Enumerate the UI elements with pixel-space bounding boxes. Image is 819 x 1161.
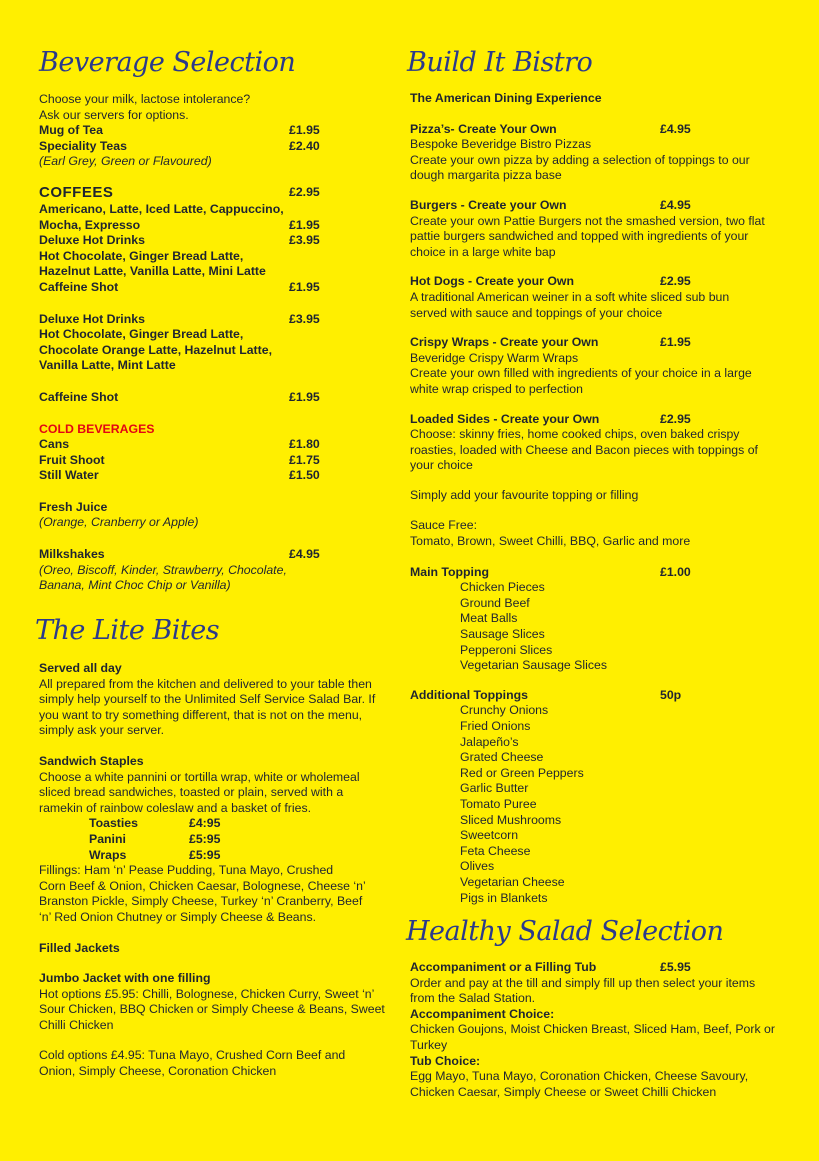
- coffees-line-2: [39, 218, 384, 234]
- sandwich-item-wraps: [39, 848, 384, 864]
- menu-item-fresh-juice: Fresh Juice: [39, 499, 108, 514]
- sandwich-item-toasties: [39, 816, 384, 832]
- item-desc: Bespoke Beveridge Bistro Pizzas: [410, 137, 592, 152]
- item-desc: served with sauce and toppings of your choice: [410, 305, 663, 320]
- hot-options-line: Hot options £5.95: Chilli, Bolognese, Chicken Curry, Sweet ‘n’: [39, 986, 375, 1001]
- item-price: £2.95: [660, 274, 691, 289]
- topping-item: Meat Balls: [460, 611, 518, 626]
- item-label: Deluxe Hot Drinks: [39, 311, 145, 326]
- topping-item: Sliced Mushrooms: [460, 812, 562, 827]
- deluxe-1-line-1: Hot Chocolate, Ginger Bread Latte,: [39, 248, 244, 263]
- tub-choice-line: Chicken Caesar, Simply Cheese or Sweet Chilli Chicken: [410, 1084, 717, 1099]
- cold-options-line: Cold options £4.95: Tuna Mayo, Crushed Corn Beef and: [39, 1048, 346, 1063]
- item-price: £1.75: [289, 452, 320, 467]
- beverage-section: [39, 92, 384, 594]
- item-price: £4.95: [660, 121, 691, 136]
- item-label: Deluxe Hot Drinks: [39, 233, 145, 248]
- menu-item-caffeine-2: [39, 390, 384, 406]
- topping-item: Pepperoni Slices: [460, 642, 553, 657]
- item-price: £1.95: [660, 335, 691, 350]
- sandwich-text: Choose a white pannini or tortilla wrap, white or wholemeal sliced bread sandwiches, toasted or plain, served with a ramekin of rainbow coleslaw and a basket of fries.: [39, 769, 360, 815]
- item-desc: Create your own pizza by adding a selection of toppings to our: [410, 152, 750, 167]
- topping-item: Red or Green Peppers: [460, 765, 584, 780]
- item-price: £4.95: [289, 547, 320, 562]
- additional-toppings-group: [410, 688, 780, 906]
- deluxe-1-line-2: Hazelnut Latte, Vanilla Latte, Mini Latte: [39, 264, 266, 279]
- hot-options-line: Sour Chicken, BBQ Chicken or Simply Cheese & Beans, Sweet: [39, 1002, 385, 1017]
- jumbo-heading: Jumbo Jacket with one filling: [39, 971, 211, 986]
- topping-item: Grated Cheese: [460, 750, 544, 765]
- served-heading: Served all day: [39, 661, 122, 675]
- item-label: Hot Dogs - Create your Own: [410, 274, 574, 289]
- item-desc: dough margarita pizza base: [410, 168, 562, 183]
- topping-item: Crunchy Onions: [460, 703, 549, 718]
- item-desc: choice in a large white bap: [410, 244, 556, 259]
- fillings-line: Branston Pickle, Simply Cheese, Turkey ‘n’ Cranberry, Beef: [39, 894, 363, 909]
- main-topping-group: [410, 565, 780, 674]
- item-label: Caffeine Shot: [39, 389, 119, 404]
- item-price: 50p: [660, 687, 682, 702]
- topping-item: Pigs in Blankets: [460, 890, 548, 905]
- fillings-line: ‘n’ Red Onion Chutney or Simply Cheese & Beans.: [39, 909, 317, 924]
- item-label: Crispy Wraps - Create your Own: [410, 335, 599, 350]
- topping-item: Tomato Puree: [460, 796, 537, 811]
- menu-item-fruit-shoot: [39, 453, 384, 469]
- sauce-heading: Sauce Free:: [410, 518, 477, 533]
- item-desc: pattie burgers sandwiched and topped with ingredients of your: [410, 229, 749, 244]
- item-desc: Choose: skinny fries, home cooked chips, oven baked crispy: [410, 427, 740, 442]
- item-price: £2.40: [289, 138, 320, 153]
- fillings-line: Fillings: Ham ‘n’ Pease Pudding, Tuna Mayo, Crushed: [39, 863, 334, 878]
- topping-item: Sweetcorn: [460, 828, 519, 843]
- topping-item: Ground Beef: [460, 595, 530, 610]
- item-label: Panini: [89, 831, 126, 846]
- item-desc: Create your own Pattie Burgers not the smashed version, two flat: [410, 213, 765, 228]
- salad-accompaniment: [410, 960, 780, 976]
- menu-item-speciality-teas: [39, 139, 384, 155]
- coffees-line-1: Americano, Latte, Iced Latte, Cappuccino,: [39, 201, 284, 216]
- topping-item: Chicken Pieces: [460, 580, 545, 595]
- topping-item: Garlic Butter: [460, 781, 529, 796]
- salad-section: [410, 960, 780, 1100]
- item-desc: Create your own filled with ingredients of your choice in a large: [410, 366, 752, 381]
- milkshakes-note-2: Banana, Mint Choc Chip or Vanilla): [39, 578, 231, 593]
- sandwich-heading: Sandwich Staples: [39, 753, 144, 768]
- juice-note: (Orange, Cranberry or Apple): [39, 515, 199, 530]
- item-label: Loaded Sides - Create your Own: [410, 411, 600, 426]
- lite-bites-title: The Lite Bites: [35, 615, 220, 646]
- bistro-item-crispy-wraps: [410, 335, 780, 397]
- tub-choice-line: Egg Mayo, Tuna Mayo, Coronation Chicken, Cheese Savoury,: [410, 1069, 749, 1084]
- menu-item-caffeine-1: [39, 280, 384, 296]
- menu-item-still-water: [39, 468, 384, 484]
- jackets-heading: Filled Jackets: [39, 940, 120, 955]
- tub-heading: Tub Choice:: [410, 1053, 481, 1068]
- item-label: Caffeine Shot: [39, 279, 119, 294]
- item-label: Fruit Shoot: [39, 452, 105, 467]
- topping-item: Olives: [460, 859, 495, 874]
- bistro-item-hot-dogs: [410, 274, 780, 321]
- item-desc: roasties, loaded with Cheese and Bacon pieces with toppings of: [410, 442, 758, 457]
- item-label: Still Water: [39, 468, 99, 483]
- item-price: £1.80: [289, 437, 320, 452]
- item-label: Toasties: [89, 816, 138, 831]
- beverage-title: Beverage Selection: [39, 47, 296, 78]
- bistro-item-burgers: [410, 198, 780, 260]
- milkshakes-note-1: (Oreo, Biscoff, Kinder, Strawberry, Chocolate,: [39, 562, 287, 577]
- item-price: £4.95: [660, 197, 691, 212]
- speciality-note: (Earl Grey, Green or Flavoured): [39, 154, 212, 169]
- item-price: £4:95: [189, 816, 221, 831]
- item-desc: white wrap crisped to perfection: [410, 381, 583, 396]
- topping-item: Jalapeño’s: [460, 734, 519, 749]
- salad-line: from the Salad Station.: [410, 991, 536, 1006]
- salad-title: Healthy Salad Selection: [406, 916, 724, 947]
- item-label: Accompaniment or a Filling Tub: [410, 960, 597, 974]
- item-price: £3.95: [289, 233, 320, 248]
- acc-choice-heading: Accompaniment Choice:: [410, 1006, 555, 1021]
- topping-item: Fried Onions: [460, 719, 531, 733]
- item-label: Mug of Tea: [39, 123, 103, 138]
- item-label: Pizza’s- Create Your Own: [410, 121, 557, 136]
- deluxe-2-line-2: Chocolate Orange Latte, Hazelnut Latte,: [39, 342, 272, 357]
- bistro-subtitle: The American Dining Experience: [410, 91, 602, 105]
- item-label: Additional Toppings: [410, 687, 528, 702]
- item-price: £1.95: [289, 279, 320, 294]
- item-desc: Beveridge Crispy Warm Wraps: [410, 350, 579, 365]
- item-price: £1.00: [660, 564, 691, 579]
- bistro-section: [410, 91, 780, 906]
- topping-item: Feta Cheese: [460, 843, 531, 858]
- menu-item-cans: [39, 437, 384, 453]
- item-price: £5:95: [189, 831, 221, 846]
- item-price: £1.95: [289, 217, 320, 232]
- lite-bites-section: [39, 661, 384, 1080]
- menu-item-deluxe-1: [39, 233, 384, 249]
- bistro-item-loaded-sides: [410, 412, 780, 474]
- item-price: £2.95: [660, 411, 691, 426]
- menu-item-coffees: [39, 185, 384, 202]
- beverage-intro-1: Choose your milk, lactose intolerance?: [39, 92, 251, 106]
- cold-beverages-heading: COLD BEVERAGES: [39, 421, 155, 436]
- item-label: Speciality Teas: [39, 138, 127, 153]
- item-label: Milkshakes: [39, 547, 105, 562]
- topping-item: Vegetarian Sausage Slices: [460, 658, 607, 673]
- item-price: £5:95: [189, 847, 221, 862]
- salad-line: Order and pay at the till and simply fill up then select your items: [410, 975, 756, 990]
- served-text: All prepared from the kitchen and delivered to your table then simply help yourself to the Unlimited Self Service Salad Bar. If you want to try something different, that is not on the menu, simply ask your server.: [39, 676, 376, 738]
- bistro-item-pizza: [410, 122, 780, 184]
- topping-item: Vegetarian Cheese: [460, 874, 565, 889]
- coffees-heading: COFFEES: [39, 183, 114, 201]
- item-label: Cans: [39, 437, 70, 452]
- deluxe-2-line-1: Hot Chocolate, Ginger Bread Latte,: [39, 327, 244, 342]
- item-price: £3.95: [289, 311, 320, 326]
- hot-options-line: Chilli Chicken: [39, 1017, 114, 1032]
- cold-options-line: Onion, Simply Cheese, Coronation Chicken: [39, 1064, 277, 1079]
- menu-item-tea: [39, 123, 384, 139]
- bistro-title: Build It Bistro: [407, 47, 593, 78]
- item-price: £1.95: [289, 123, 320, 138]
- acc-choice-line: Turkey: [410, 1037, 448, 1052]
- item-price: £1.95: [289, 389, 320, 404]
- item-desc: A traditional American weiner in a soft white sliced sub bun: [410, 289, 730, 304]
- item-label: Main Topping: [410, 564, 489, 579]
- item-desc: your choice: [410, 458, 473, 473]
- item-price: £2.95: [289, 184, 320, 199]
- sandwich-item-panini: [39, 832, 384, 848]
- topping-item: Sausage Slices: [460, 627, 545, 642]
- item-price: £5.95: [660, 960, 691, 974]
- deluxe-2-line-3: Vanilla Latte, Mint Latte: [39, 358, 176, 373]
- simply-add-text: Simply add your favourite topping or filling: [410, 487, 639, 502]
- menu-item-deluxe-2: [39, 312, 384, 328]
- menu-item-milkshakes: [39, 547, 384, 563]
- beverage-intro-2: Ask our servers for options.: [39, 107, 189, 122]
- fillings-line: Corn Beef & Onion, Chicken Caesar, Bolognese, Cheese ‘n’: [39, 878, 366, 893]
- acc-choice-line: Chicken Goujons, Moist Chicken Breast, Sliced Ham, Beef, Pork or: [410, 1022, 775, 1037]
- item-price: £1.50: [289, 468, 320, 483]
- item-label: Mocha, Expresso: [39, 217, 141, 232]
- sauce-text: Tomato, Brown, Sweet Chilli, BBQ, Garlic and more: [410, 534, 691, 549]
- item-label: Burgers - Create your Own: [410, 197, 567, 212]
- item-label: Wraps: [89, 847, 127, 862]
